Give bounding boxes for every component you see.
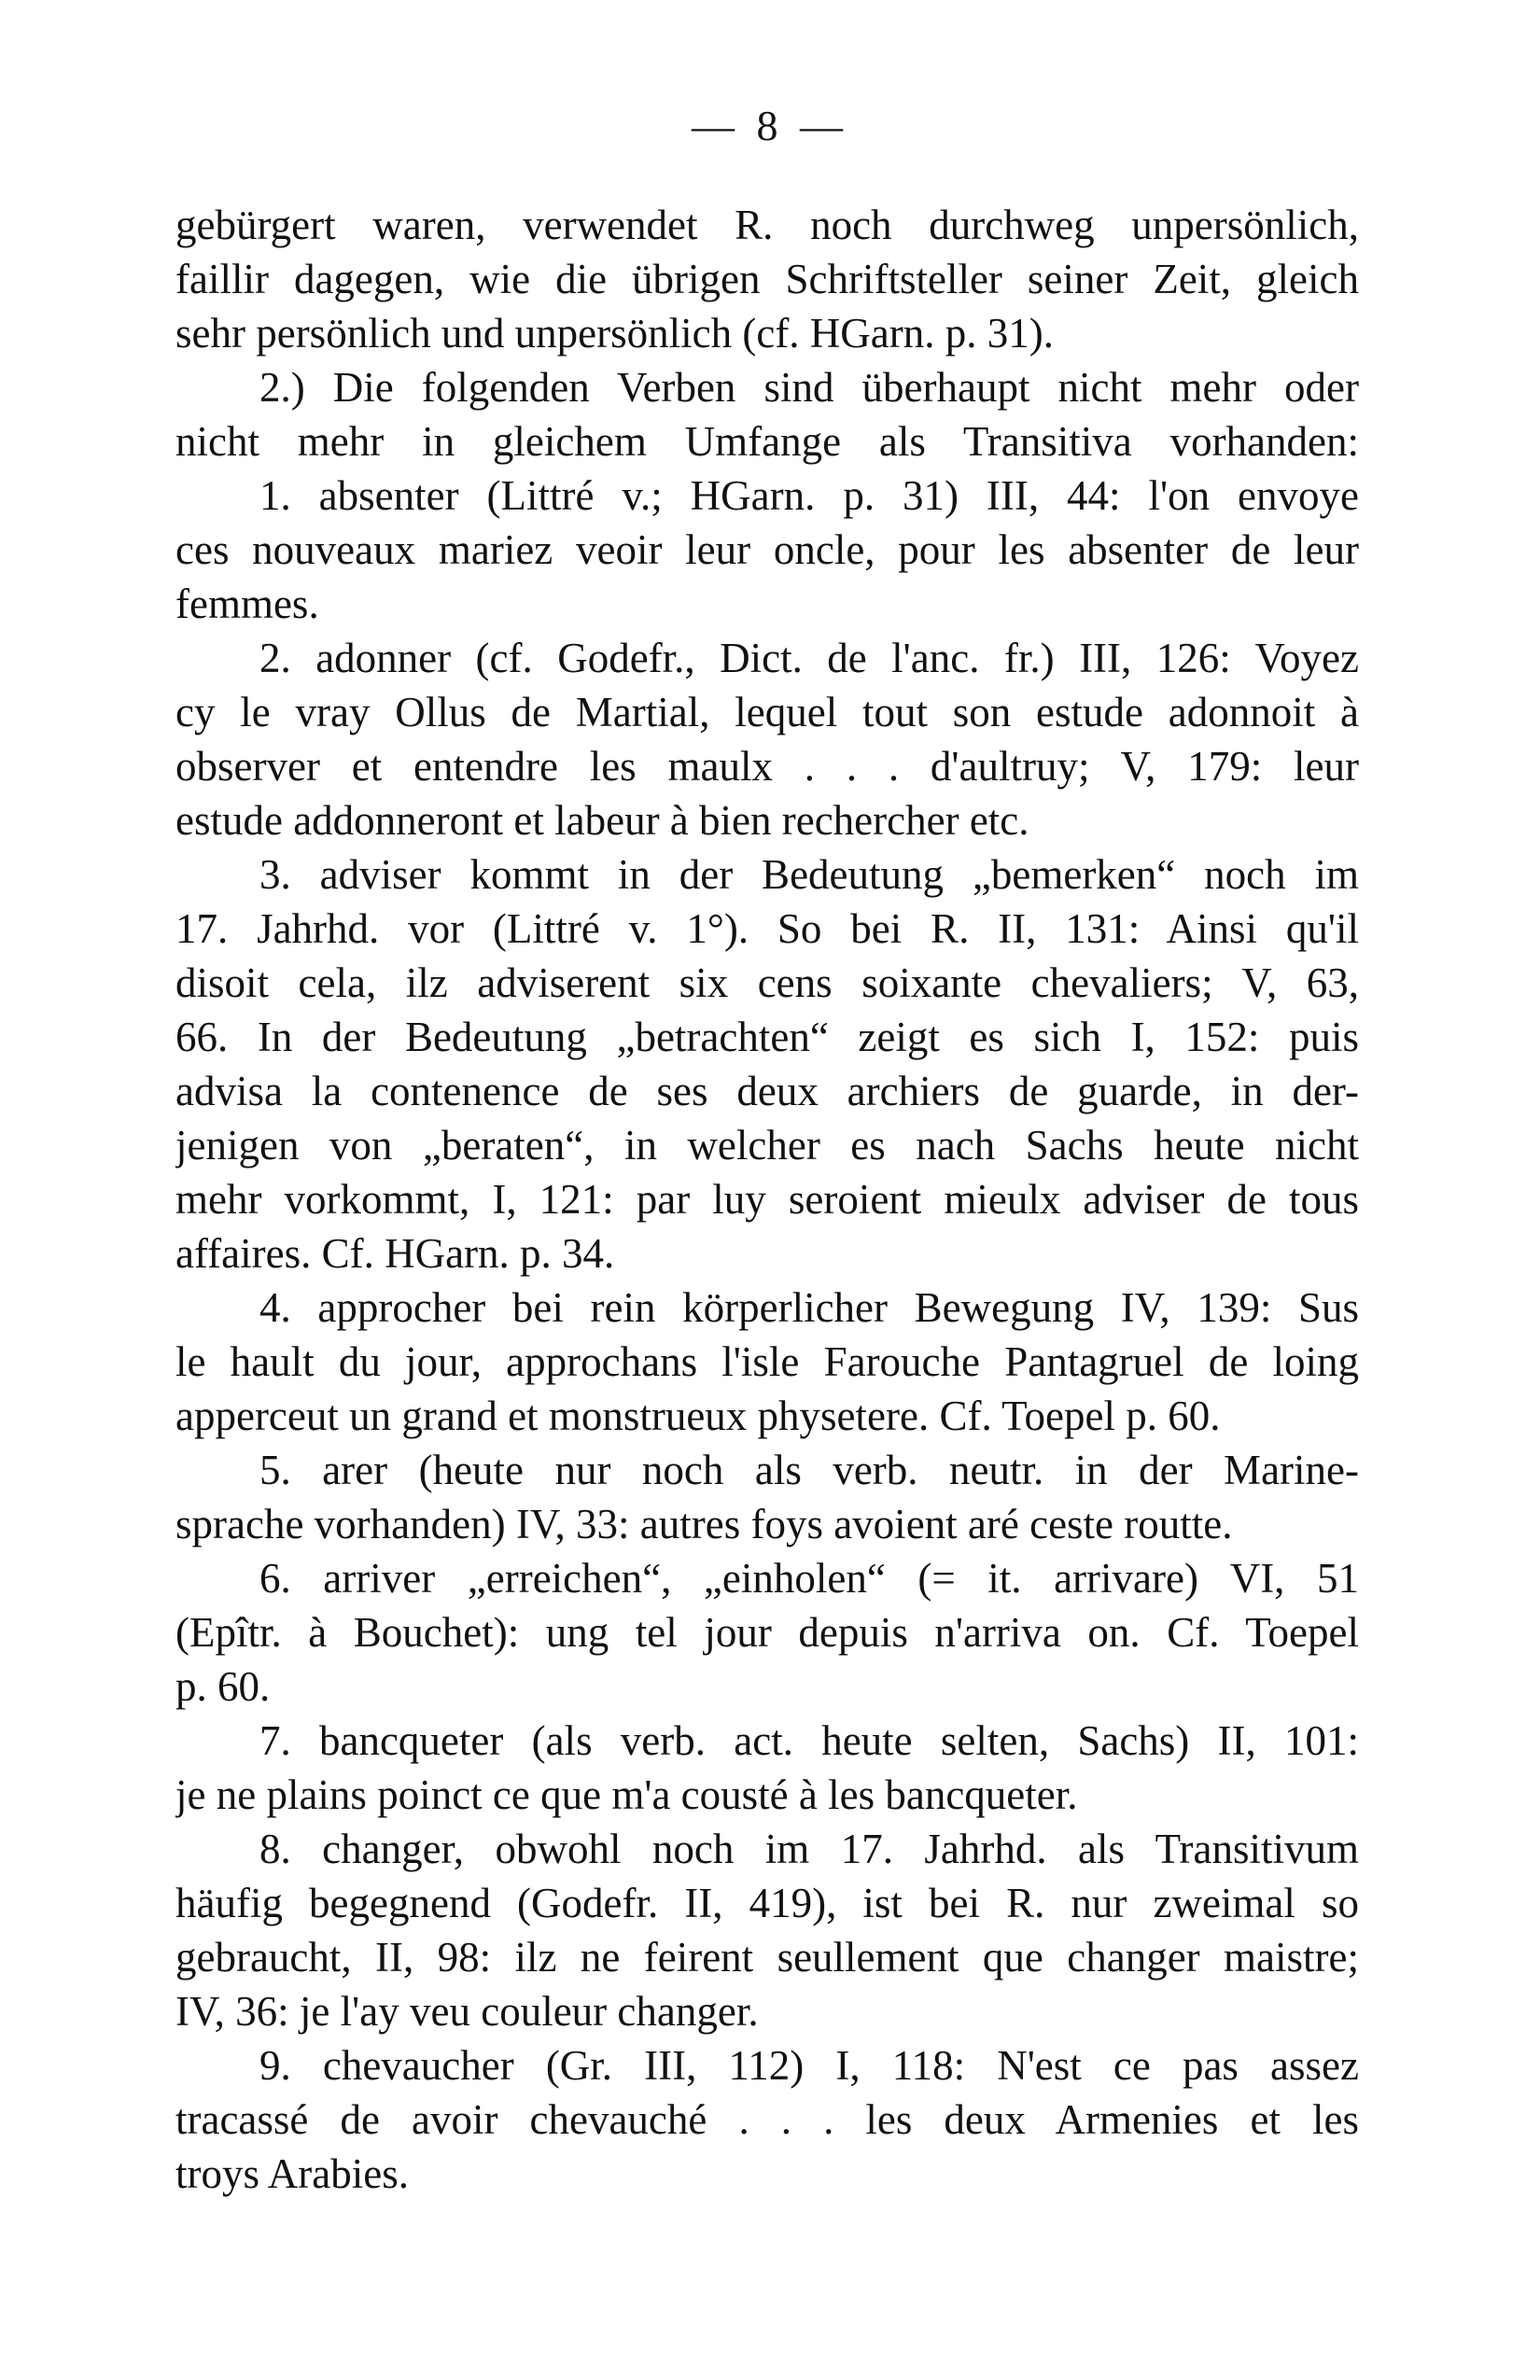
text-line: apperceut un grand et monstrueux physetere. Cf. Toepel p. 60. (175, 1393, 1221, 1439)
text-line: 5. arer (heute nur noch als verb. neutr. in der Marine- (259, 1447, 1359, 1493)
text-line: gebürgert waren, verwendet R. noch durchweg unpersönlich, (175, 202, 1359, 248)
text-line: je ne plains poinct ce que m'a cousté à les bancqueter. (175, 1771, 1078, 1818)
body-text (175, 198, 1359, 2201)
text-line: disoit cela, ilz adviserent six cens soixante chevaliers; V, 63, (175, 959, 1359, 1006)
text-line: ces nouveaux mariez veoir leur oncle, pour les absenter de leur (175, 526, 1359, 573)
text-line: 1. absenter (Littré v.; HGarn. p. 31) III, 44: l'on envoye (259, 472, 1359, 519)
text-line: 6. arriver „erreichen“, „einholen“ (= it. arrivare) VI, 51 (259, 1555, 1359, 1602)
text-line: 9. chevaucher (Gr. III, 112) I, 118: N'est ce pas assez (259, 2042, 1359, 2089)
text-line: observer et entendre les maulx . . . d'aultruy; V, 179: leur (175, 743, 1359, 790)
text-line: troys Arabies. (175, 2150, 409, 2197)
text-line: 8. changer, obwohl noch im 17. Jahrhd. als Transitivum (259, 1826, 1359, 1872)
text-line: 2.) Die folgenden Verben sind überhaupt nicht mehr oder (259, 364, 1359, 411)
text-line: mehr vorkommt, I, 121: par luy seroient mieulx adviser de tous (175, 1176, 1359, 1223)
text-line: jenigen von „beraten“, in welcher es nach Sachs heute nicht (175, 1122, 1359, 1169)
text-line: häufig begegnend (Godefr. II, 419), ist bei R. nur zweimal so (175, 1880, 1359, 1926)
text-line: gebraucht, II, 98: ilz ne feirent seullement que changer maistre; (175, 1934, 1359, 1981)
text-line: tracassé de avoir chevauché . . . les deux Armenies et les (175, 2096, 1359, 2143)
text-line: faillir dagegen, wie die übrigen Schriftsteller seiner Zeit, gleich (175, 256, 1359, 302)
text-line: sprache vorhanden) IV, 33: autres foys avoient aré ceste routte. (175, 1501, 1233, 1547)
text-line: 66. In der Bedeutung „betrachten“ zeigt es sich I, 152: puis (175, 1014, 1359, 1060)
page-number: — 8 — (692, 102, 848, 149)
text-line: sehr persönlich und unpersönlich (cf. HGarn. p. 31). (175, 310, 1055, 357)
text-line: cy le vray Ollus de Martial, lequel tout son estude adonnoit à (175, 689, 1359, 735)
text-line: p. 60. (175, 1663, 271, 1710)
text-line: 3. adviser kommt in der Bedeutung „bemerken“ noch im (259, 851, 1359, 898)
text-line: femmes. (175, 581, 319, 627)
text-line: 2. adonner (cf. Godefr., Dict. de l'anc. fr.) III, 126: Voyez (259, 635, 1359, 681)
text-line: 17. Jahrhd. vor (Littré v. 1°). So bei R. II, 131: Ainsi qu'il (175, 905, 1359, 952)
text-line: 7. bancqueter (als verb. act. heute selten, Sachs) II, 101: (259, 1717, 1359, 1764)
text-line: affaires. Cf. HGarn. p. 34. (175, 1230, 615, 1277)
text-line: advisa la contenence de ses deux archiers de guarde, in der- (175, 1068, 1359, 1114)
text-line: (Epîtr. à Bouchet): ung tel jour depuis n'arriva on. Cf. Toepel (175, 1609, 1359, 1656)
text-line: nicht mehr in gleichem Umfange als Transitiva vorhanden: (175, 418, 1359, 465)
text-line: IV, 36: je l'ay veu couleur changer. (175, 1988, 759, 2035)
text-line: estude addonneront et labeur à bien rechercher etc. (175, 797, 1029, 844)
text-line: le hault du jour, approchans l'isle Farouche Pantagruel de loing (175, 1338, 1359, 1385)
text-line: 4. approcher bei rein körperlicher Bewegung IV, 139: Sus (259, 1284, 1359, 1331)
